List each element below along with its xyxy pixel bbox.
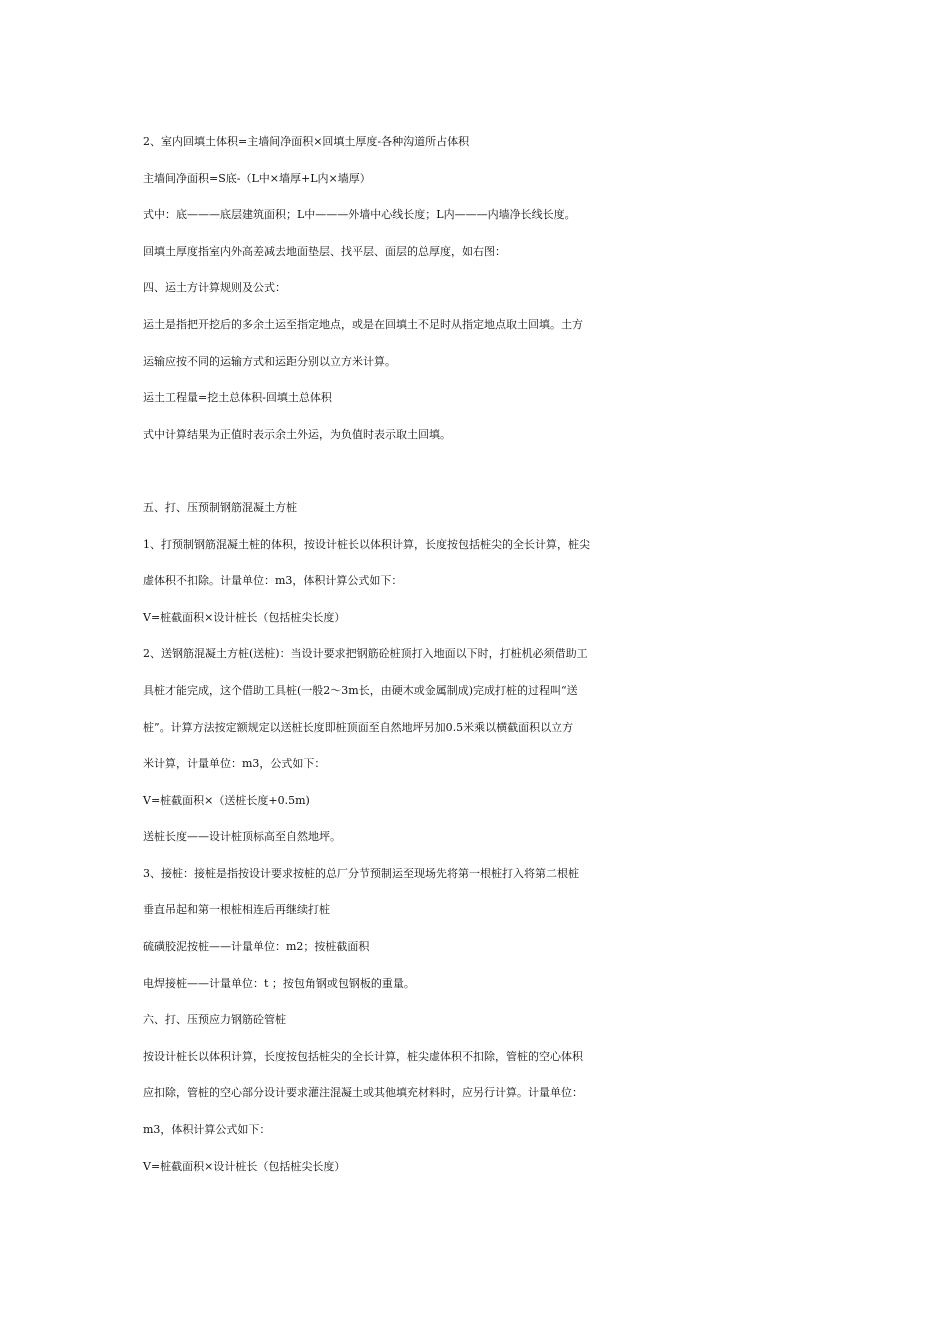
text-line: 虚体积不扣除。计量单位：m3，体积计算公式如下： xyxy=(143,574,403,588)
text-line: 米计算，计量单位：m3，公式如下： xyxy=(143,757,326,771)
text-line: m3，体积计算公式如下： xyxy=(143,1123,271,1137)
text-line: 应扣除，管桩的空心部分设计要求灌注混凝土或其他填充材料时，应另行计算。计量单位： xyxy=(143,1086,583,1100)
text-line: 运输应按不同的运输方式和运距分别以立方米计算。 xyxy=(143,354,396,368)
text-line: 垂直吊起和第一根桩相连后再继续打桩 xyxy=(143,903,330,917)
text-line: 硫磺胶泥按桩——计量单位：m2；按桩截面积 xyxy=(143,940,370,954)
text-line: 主墙间净面积=S底-（L中×墙厚+L内×墙厚） xyxy=(143,171,371,185)
text-line: 桩”。计算方法按定额规定以送桩长度即桩顶面至自然地坪另加0.5米乘以横截面积以立方 xyxy=(143,720,574,734)
text-line: 运土是指把开挖后的多余土运至指定地点，或是在回填土不足时从指定地点取土回填。土方 xyxy=(143,317,583,331)
text-line: 按设计桩长以体积计算，长度按包括桩尖的全长计算，桩尖虚体积不扣除，管桩的空心体积 xyxy=(143,1049,583,1063)
text-line: 电焊接桩——计量单位：t ；按包角钢或包钢板的重量。 xyxy=(143,976,415,990)
text-line: 1、打预制钢筋混凝土桩的体积，按设计桩长以体积计算，长度按包括桩尖的全长计算，桩尖 xyxy=(143,537,590,551)
text-line: 回填土厚度指室内外高差减去地面垫层、找平层、面层的总厚度，如右图： xyxy=(143,244,506,258)
section-heading: 四、运土方计算规则及公式： xyxy=(143,281,286,295)
section-heading: 六、打、压预应力钢筋砼管桩 xyxy=(143,1013,286,1027)
paragraph-gap xyxy=(143,453,813,490)
text-line: 送桩长度——设计桩顶标高至自然地坪。 xyxy=(143,830,341,844)
formula-line: V=桩截面积×（送桩长度+0.5m) xyxy=(143,793,310,807)
text-line: 式中：底———底层建筑面积；L中———外墙中心线长度；L内———内墙净长线长度。 xyxy=(143,208,576,222)
text-line: 式中计算结果为正值时表示余土外运，为负值时表示取土回填。 xyxy=(143,427,451,441)
document-body xyxy=(143,124,813,1185)
text-line: 2、室内回填土体积=主墙间净面积×回填土厚度-各种沟道所占体积 xyxy=(143,135,470,148)
text-line: 运土工程量=挖土总体积-回填土总体积 xyxy=(143,391,332,405)
formula-line: V=桩截面积×设计桩长（包括桩尖长度） xyxy=(143,610,346,624)
formula-line: V=桩截面积×设计桩长（包括桩尖长度） xyxy=(143,1159,346,1173)
text-line: 3、接桩：接桩是指按设计要求按桩的总厂分节预制运至现场先将第一根桩打入将第二根桩 xyxy=(143,866,579,880)
text-line: 具桩才能完成，这个借助工具桩(一般2～3m长，由硬木或金属制成)完成打桩的过程叫“送 xyxy=(143,683,578,697)
text-line: 2、送钢筋混凝土方桩(送桩)：当设计要求把钢筋砼桩顶打入地面以下时，打桩机必须借助工 xyxy=(143,647,588,661)
section-heading: 五、打、压预制钢筋混凝土方桩 xyxy=(143,500,297,514)
